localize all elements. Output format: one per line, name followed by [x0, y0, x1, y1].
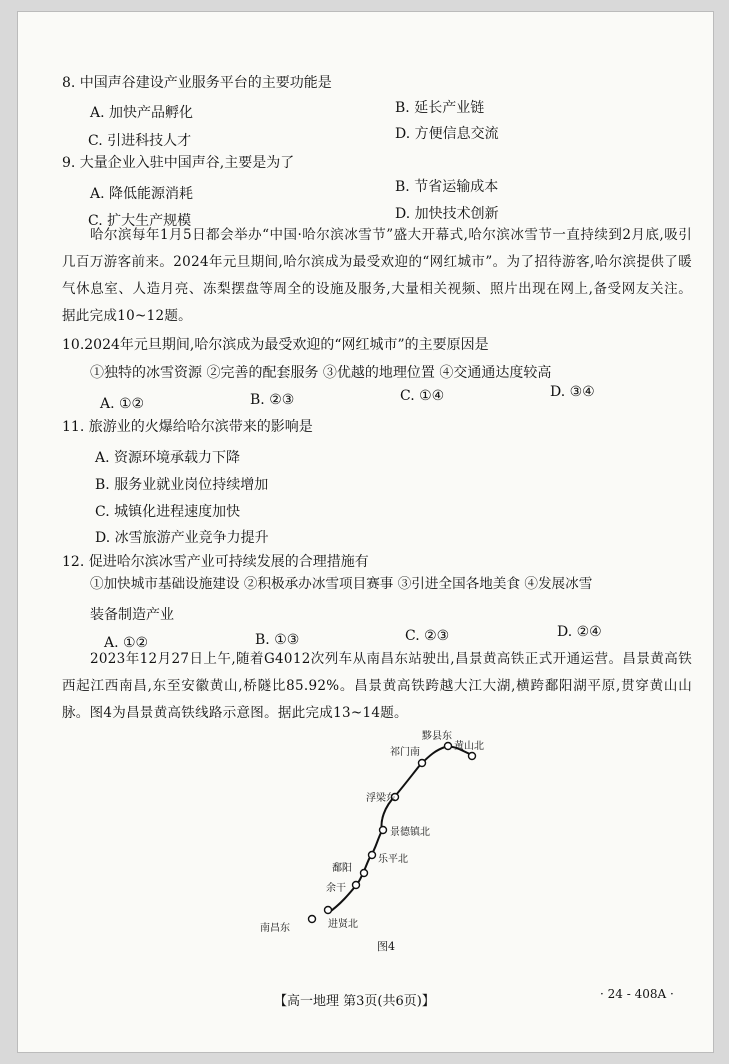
station-marker	[469, 753, 476, 760]
station-label: 余干	[326, 883, 346, 894]
station-jinxianbei	[325, 907, 359, 931]
q10-option-a: A. ①②	[100, 396, 145, 412]
q9-option-c: C. 扩大生产规模	[88, 213, 192, 229]
passage-harbin: 哈尔滨每年1月5日都会举办“中国·哈尔滨冰雪节”盛大开幕式,哈尔滨冰雪节一直持续到2月底,吸引几百万游客前来。2024年元旦期间,哈尔滨成为最受欢迎的“网红城市”。为了招待游客,哈尔滨提供了暖气休息室、人造月亮、冻梨摆盘等周全的设施及服务,大量相关视频、照片出现在网上,备受网友关注。据此完成10~12题。	[62, 227, 692, 324]
station-marker	[309, 916, 316, 923]
q9-option-d: D. 加快技术创新	[395, 206, 499, 222]
station-marker	[369, 852, 376, 859]
station-label: 景德镇北	[390, 827, 430, 838]
passage-railway: 2023年12月27日上午,随着G4012次列车从南昌东站驶出,昌景黄高铁正式开通运营。昌景黄高铁西起江西南昌,东至安徽黄山,桥隧比85.92%。昌景黄高铁跨越大江大湖,横跨鄱阳湖平原,贯穿黄山山脉。图4为昌景黄高铁线路示意图。据此完成13~14题。	[62, 651, 692, 721]
station-nanchangdong	[260, 916, 316, 935]
station-label: 黟县东	[422, 731, 452, 742]
q8-stem: 8. 中国声谷建设产业服务平台的主要功能是	[62, 75, 332, 91]
q12-option-d: D. ②④	[557, 624, 602, 640]
q8-option-b: B. 延长产业链	[395, 100, 485, 116]
q12-option-a: A. ①②	[104, 635, 149, 651]
figure-caption: 图4	[377, 940, 395, 953]
exam-code: · 24 - 408A ·	[600, 987, 674, 1001]
q11-option-b: B. 服务业就业岗位持续增加	[95, 477, 269, 493]
q9-stem: 9. 大量企业入驻中国声谷,主要是为了	[62, 155, 295, 171]
q10-option-c: C. ①④	[400, 388, 445, 404]
station-label: 祁门南	[390, 747, 420, 758]
q12-items-line2: 装备制造产业	[90, 607, 174, 623]
q10-option-d: D. ③④	[550, 384, 595, 400]
station-yixiandong	[422, 729, 452, 750]
station-poyang	[332, 862, 368, 877]
station-label: 乐平北	[378, 854, 408, 865]
station-marker	[419, 760, 426, 767]
q11-option-a: A. 资源环境承载力下降	[95, 450, 241, 466]
station-huangshanbei	[454, 739, 484, 760]
station-marker	[325, 907, 332, 914]
station-qimennan	[390, 745, 426, 767]
q10-option-b: B. ②③	[250, 392, 295, 408]
q11-option-d: D. 冰雪旅游产业竞争力提升	[95, 530, 269, 546]
q8-option-a: A. 加快产品孵化	[90, 105, 194, 121]
q12-option-c: C. ②③	[405, 628, 450, 644]
station-yugan	[326, 881, 360, 894]
station-label: 进贤北	[328, 919, 358, 930]
q11-stem: 11. 旅游业的火爆给哈尔滨带来的影响是	[62, 419, 313, 435]
station-label: 黄山北	[454, 741, 484, 752]
page-footer: 【高一地理 第3页(共6页)】	[274, 994, 435, 1009]
railway-route-map	[240, 725, 500, 960]
q9-option-a: A. 降低能源消耗	[90, 186, 194, 202]
q10-items: ①独特的冰雪资源 ②完善的配套服务 ③优越的地理位置 ④交通通达度较高	[90, 365, 552, 381]
q8-option-d: D. 方便信息交流	[395, 126, 499, 142]
station-fuliangdong	[366, 791, 399, 804]
station-jingdezhenbei	[380, 825, 431, 838]
station-marker	[380, 827, 387, 834]
q9-option-b: B. 节省运输成本	[395, 179, 499, 195]
station-marker	[353, 882, 360, 889]
station-label: 鄱阳	[332, 863, 352, 874]
station-marker	[445, 743, 452, 750]
station-lepingbei	[369, 852, 409, 866]
q12-items-line1: ①加快城市基础设施建设 ②积极承办冰雪项目赛事 ③引进全国各地美食 ④发展冰雪	[90, 576, 593, 592]
q11-option-c: C. 城镇化进程速度加快	[95, 504, 241, 520]
q12-stem: 12. 促进哈尔滨冰雪产业可持续发展的合理措施有	[62, 554, 369, 570]
station-label: 南昌东	[260, 923, 290, 934]
q8-option-c: C. 引进科技人才	[88, 133, 192, 149]
q10-stem: 10.2024年元旦期间,哈尔滨成为最受欢迎的“网红城市”的主要原因是	[62, 337, 489, 353]
station-marker	[361, 870, 368, 877]
station-label: 浮梁东	[366, 793, 396, 804]
q12-option-b: B. ①③	[255, 632, 300, 648]
